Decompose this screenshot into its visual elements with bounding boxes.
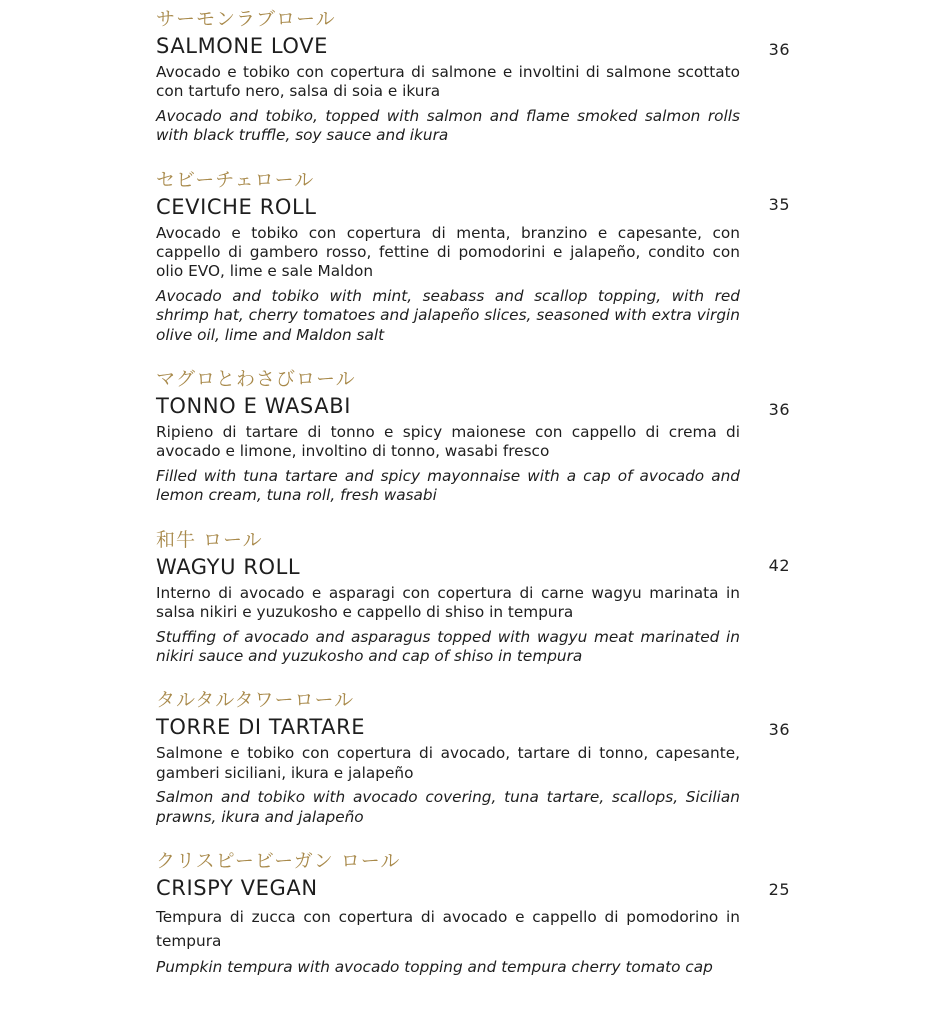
menu-item-crispy-vegan (156, 848, 796, 977)
dish-price: 42 (768, 555, 790, 575)
dish-description-italian: Ripieno di tartare di tonno e spicy maionese con cappello di crema di avocado e limone, involtino di tonno, wasabi fresco (156, 423, 740, 461)
dish-japanese-name: セビーチェロール (156, 168, 315, 191)
menu-item-tonno-e-wasabi (156, 366, 796, 506)
dish-description-italian: Salmone e tobiko con copertura di avocado, tartare di tonno, capesante, gamberi siciliani, ikura e jalapeño (156, 744, 740, 782)
dish-price: 36 (768, 400, 790, 420)
dish-description-italian: Interno di avocado e asparagi con copertura di carne wagyu marinata in salsa nikiri e yuzukosho e cappello di shiso in tempura (156, 583, 740, 622)
dish-name: TONNO E WASABI (156, 394, 351, 419)
dish-name: CEVICHE ROLL (156, 194, 317, 219)
dish-price: 36 (768, 40, 790, 59)
menu-item-torre-di-tartare (156, 687, 796, 827)
dish-japanese-name: 和牛 ロール (156, 528, 263, 551)
dish-japanese-name: タルタルタワーロール (156, 689, 355, 712)
dish-description-english: Stuffing of avocado and asparagus topped with wagyu meat marinated in nikiri sauce and yuzukosho and cap of shiso in tempura (156, 627, 740, 665)
dish-description-english: Avocado and tobiko with mint, seabass and scallop topping, with red shrimp hat, cherry tomatoes and jalapeño slices, seasoned with extra virgin olive oil, lime and Maldon salt (156, 286, 740, 344)
dish-price: 25 (768, 879, 790, 899)
dish-name: SALMONE LOVE (156, 34, 329, 58)
dish-price: 36 (768, 720, 790, 740)
dish-description-english: Salmon and tobiko with avocado covering, tuna tartare, scallops, Sicilian prawns, ikura and jalapeño (156, 788, 740, 826)
dish-name: TORRE DI TARTARE (156, 715, 366, 740)
dish-description-italian: Avocado e tobiko con copertura di menta, branzino e capesante, con cappello di gambero rosso, fettine di pomodorini e jalapeño, condito con olio EVO, lime e sale Maldon (156, 223, 740, 281)
menu-item-ceviche-roll (156, 167, 796, 345)
menu-item-wagyu-roll (156, 527, 796, 667)
dish-description-english: Avocado and tobiko, topped with salmon and flame smoked salmon rolls with black truffle, soy sauce and ikura (156, 106, 740, 145)
dish-japanese-name: マグロとわさびロール (156, 368, 356, 391)
dish-description-english: Pumpkin tempura with avocado topping and tempura cherry tomato cap (156, 957, 713, 976)
dish-name: CRISPY VEGAN (156, 875, 318, 900)
menu-item-salmone-love (156, 6, 796, 146)
dish-description-english: Filled with tuna tartare and spicy mayonnaise with a cap of avocado and lemon cream, tuna roll, fresh wasabi (156, 466, 740, 505)
menu-section (156, 6, 796, 977)
dish-japanese-name: クリスピービーガン ロール (156, 849, 401, 872)
dish-description-italian: Tempura di zucca con copertura di avocado e cappello di pomodorino in tempura (156, 907, 740, 950)
dish-price: 35 (768, 194, 790, 214)
dish-description-italian: Avocado e tobiko con copertura di salmone e involtini di salmone scottato con tartufo nero, salsa di soia e ikura (156, 63, 740, 101)
dish-name: WAGYU ROLL (156, 554, 301, 579)
dish-japanese-name: サーモンラブロール (156, 8, 336, 30)
